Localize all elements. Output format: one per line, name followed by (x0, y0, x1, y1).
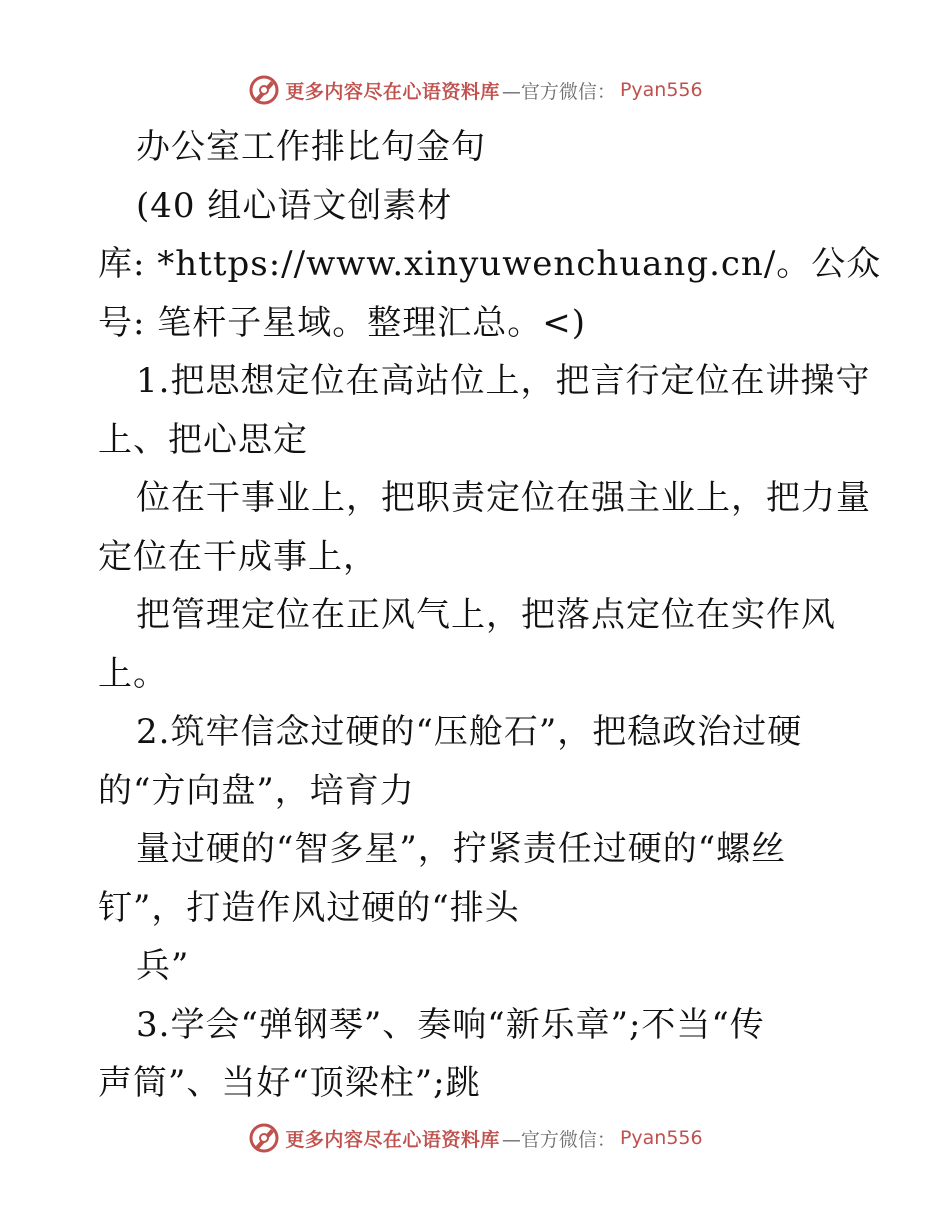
text-line: 钉”，打造作风过硬的“排头 (98, 887, 520, 928)
watermark-wechat-id: Pyan556 (619, 79, 703, 101)
text-line: 1.把思想定位在高站位上，把言行定位在讲操守 (136, 361, 871, 401)
watermark-separator: —官方微信： (501, 1128, 616, 1151)
document-body (98, 118, 882, 1113)
text-line: (40 组心语文创素材 (136, 185, 453, 226)
pen-logo-icon (247, 73, 281, 107)
text-line: 办公室工作排比句金句 (136, 127, 486, 167)
text-line: 把管理定位在正风气上，把落点定位在实作风 (136, 595, 836, 635)
watermark-wechat-id: Pyan556 (619, 1127, 703, 1149)
footer-watermark (0, 1118, 950, 1158)
text-line: 定位在干成事上， (98, 536, 378, 577)
text-line: 位在干事业上，把职责定位在强主业上，把力量 (136, 478, 871, 518)
watermark-text: 更多内容尽在心语资料库 (285, 80, 500, 103)
text-line: 的“方向盘”，培育力 (98, 770, 415, 811)
watermark-text: 更多内容尽在心语资料库 (285, 1128, 500, 1151)
text-line: 号: 笔杆子星域。整理汇总。<) (98, 302, 587, 343)
text-line: 上、把心思定 (98, 419, 308, 460)
text-line: 量过硬的“智多星”，拧紧责任过硬的“螺丝 (136, 829, 787, 869)
text-line: 上。 (98, 653, 168, 694)
text-line: 声筒”、当好“顶梁柱”;跳 (98, 1063, 481, 1103)
header-watermark (0, 70, 950, 110)
watermark-separator: —官方微信： (501, 80, 616, 103)
text-line: 3.学会“弹钢琴”、奏响“新乐章”;不当“传 (136, 1004, 765, 1045)
text-line: 2.筑牢信念过硬的“压舱石”，把稳政治过硬 (136, 712, 803, 752)
text-line: 兵” (136, 946, 190, 986)
text-line: 库: *https://www.xinyuwenchuang.cn/。公众 (98, 244, 882, 284)
pen-logo-icon (247, 1121, 281, 1155)
